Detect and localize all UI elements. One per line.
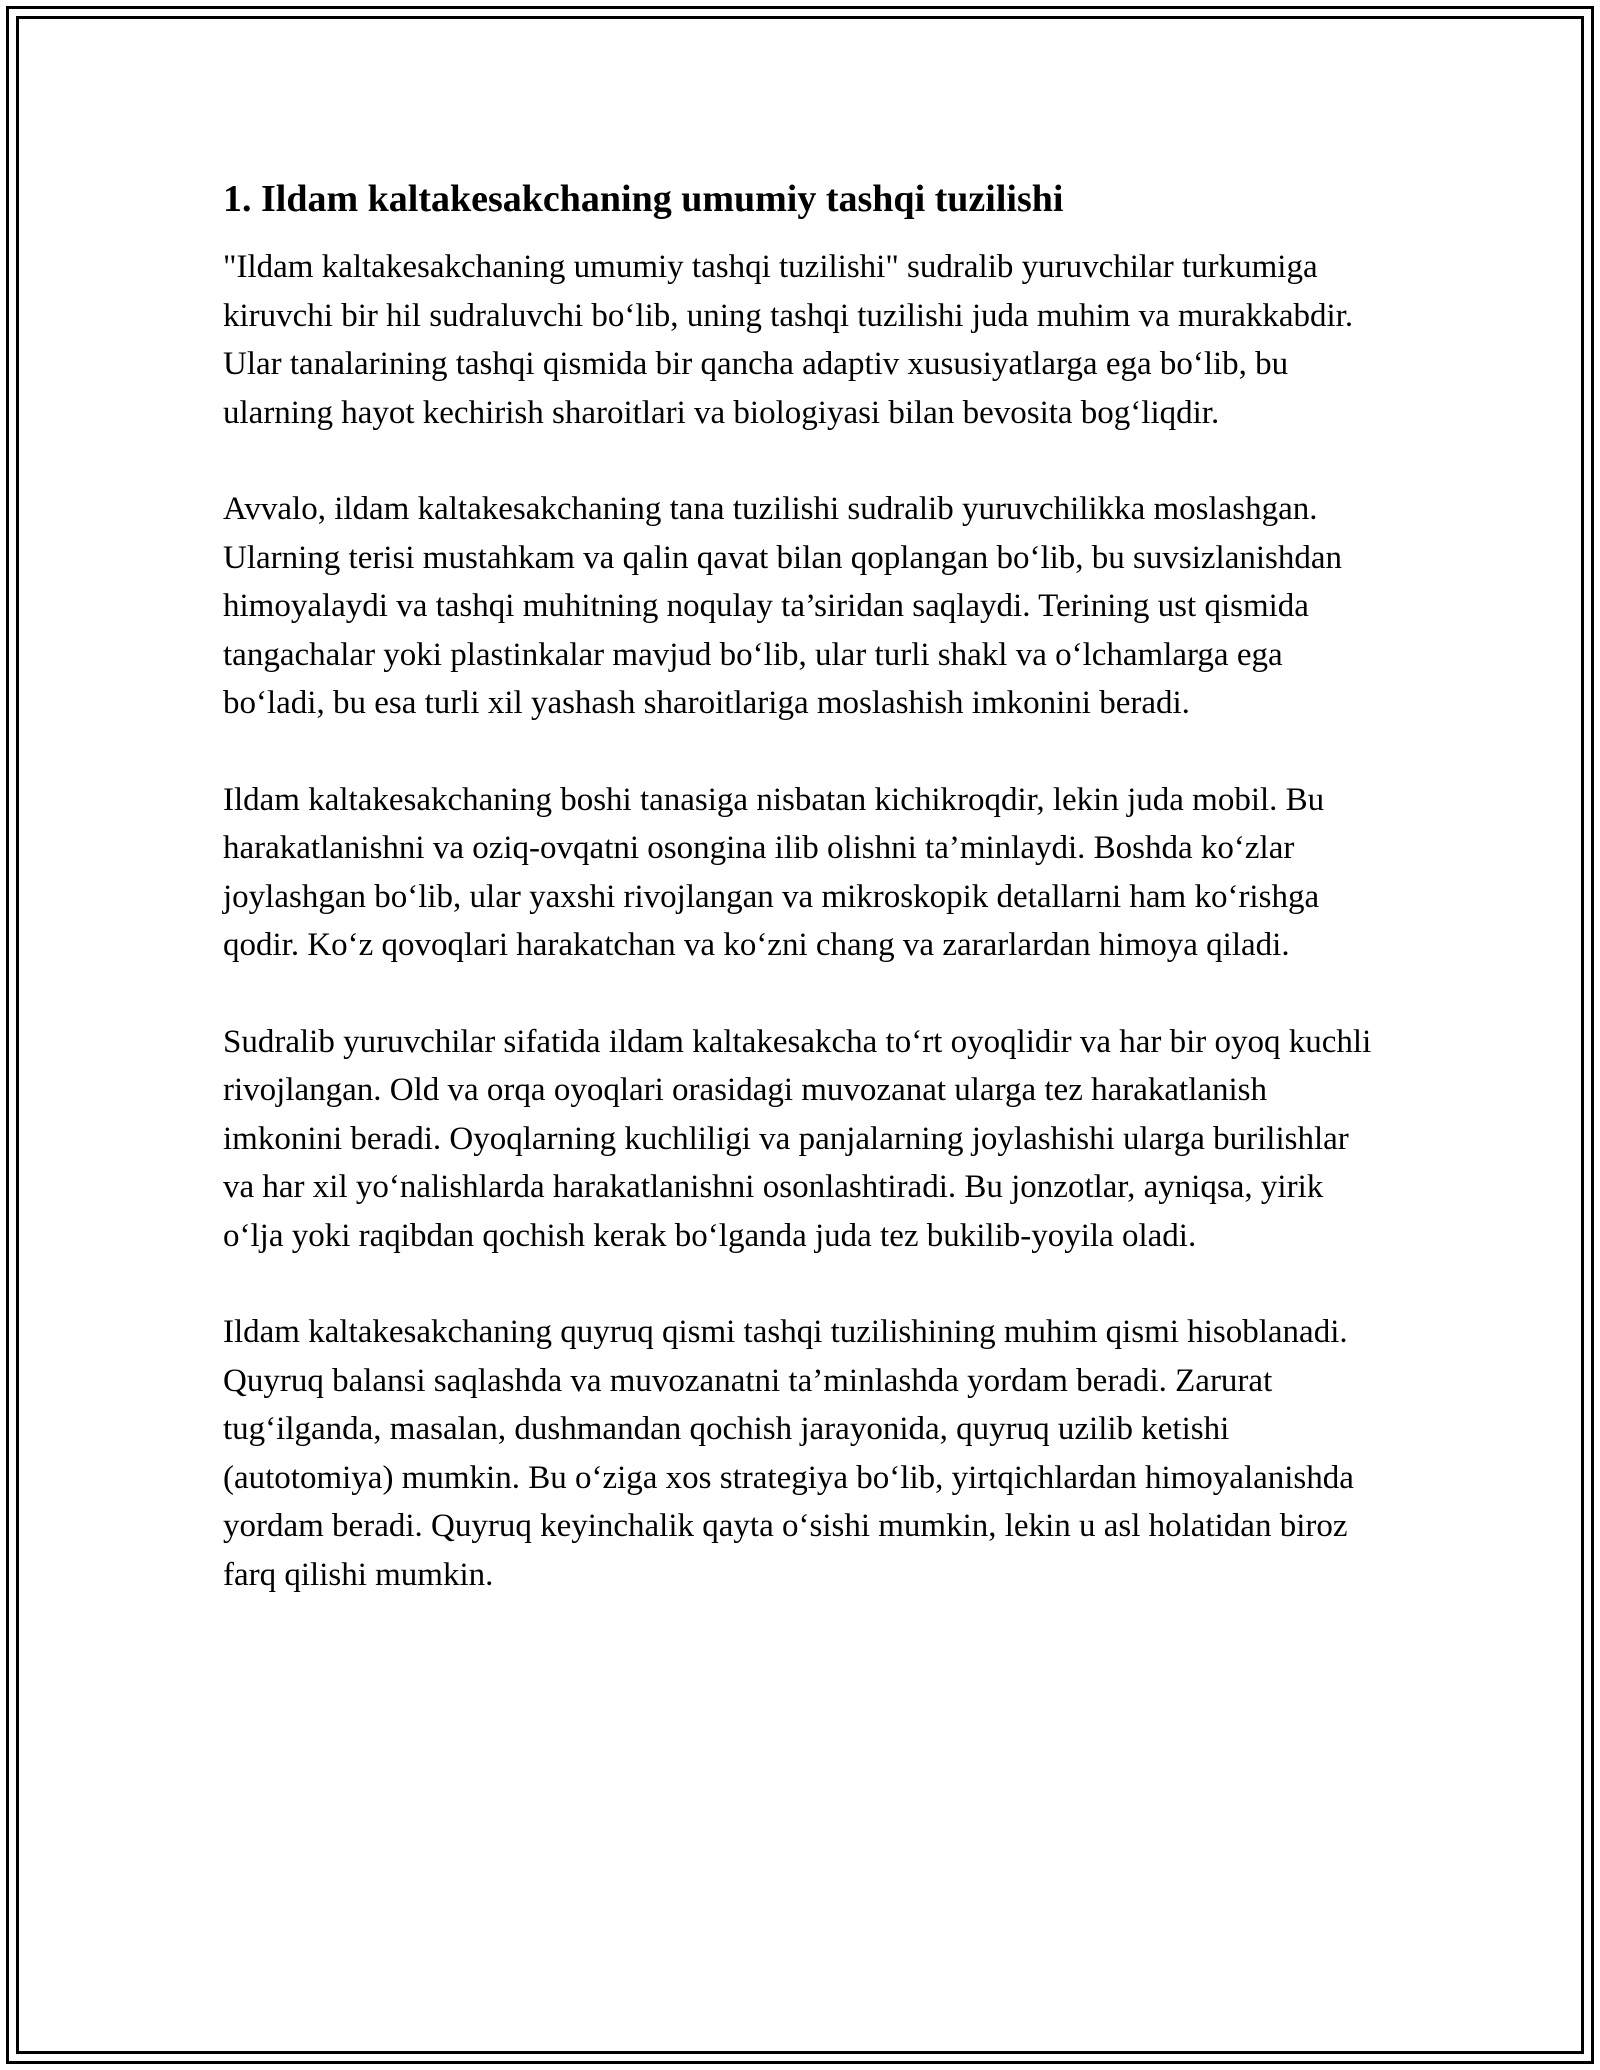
paragraph-5: Ildam kaltakesakchaning quyruq qismi tashqi tuzilishining muhim qismi hisoblanadi. Quyruq balansi saqlashda va muvozanatni ta’minlashda yordam beradi. Zarurat tug‘ilganda, masalan, dushmandan qochish jarayonida, quyruq uzilib ketishi (autotomiya) mumkin. Bu o‘ziga xos strategiya bo‘lib, yirtqichlardan himoyalanishda yordam beradi. Quyruq keyinchalik qayta o‘sishi mumkin, lekin u asl holatidan biroz farq qilishi mumkin. (223, 1314, 1354, 1593)
paragraph-1: "Ildam kaltakesakchaning umumiy tashqi tuzilishi" sudralib yuruvchilar turkumiga kiruvchi bir hil sudraluvchi bo‘lib, uning tashqi tuzilishi juda muhim va murakkabdir. Ular tanalarining tashqi qismida bir qancha adaptiv xususiyatlarga ega bo‘lib, bu ularning hayot kechirish sharoitlari va biologiyasi bilan bevosita bog‘liqdir. (223, 249, 1354, 431)
paragraph-4: Sudralib yuruvchilar sifatida ildam kaltakesakcha to‘rt oyoqlidir va har bir oyoq kuchli rivojlangan. Old va orqa oyoqlari orasidagi muvozanat ularga tez harakatlanish imkonini beradi. Oyoqlarning kuchliligi va panjalarning joylashishi ularga burilishlar va har xil yo‘nalishlarda harakatlanishni osonlashtiradi. Bu jonzotlar, ayniqsa, yirik o‘lja yoki raqibdan qochish kerak bo‘lganda juda tez bukilib-yoyila oladi. (223, 1023, 1372, 1254)
paragraph-3: Ildam kaltakesakchaning boshi tanasiga nisbatan kichikroqdir, lekin juda mobil. Bu harakatlanishni va oziq-ovqatni osongina ilib olishni ta’minlaydi. Boshda ko‘zlar joylashgan bo‘lib, ular yaxshi rivojlangan va mikroskopik detallarni ham ko‘rishga qodir. Ko‘z qovoqlari harakatchan va ko‘zni chang va zararlardan himoya qiladi. (223, 781, 1325, 963)
document-body (223, 175, 1383, 1599)
paragraph-2: Avvalo, ildam kaltakesakchaning tana tuzilishi sudralib yuruvchilikka moslashgan. Ularning terisi mustahkam va qalin qavat bilan qoplangan bo‘lib, bu suvsizlanishdan himoyalaydi va tashqi muhitning noqulay ta’siridan saqlaydi. Terining ust qismida tangachalar yoki plastinkalar mavjud bo‘lib, ular turli shakl va o‘lchamlarga ega bo‘ladi, bu esa turli xil yashash sharoitlariga moslashish imkonini beradi. (223, 491, 1343, 721)
section-title: 1. Ildam kaltakesakchaning umumiy tashqi tuzilishi (223, 178, 1064, 220)
